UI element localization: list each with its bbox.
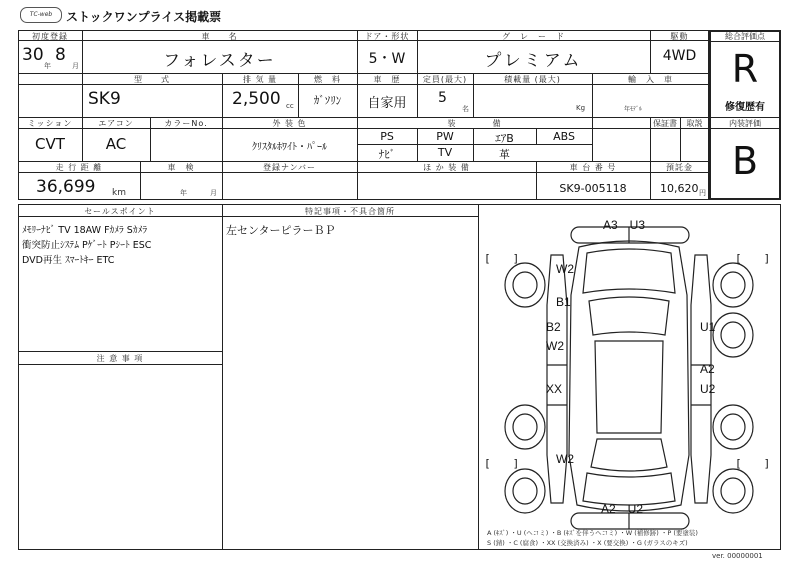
sales-point-2: 衝突防止ｼｽﾃﾑ Pｹﾞｰﾄ Pｼｰﾄ ESC <box>22 240 152 251</box>
color-no-label: カラーNo. <box>164 119 208 128</box>
displacement-label: 排 気 量 <box>242 75 278 84</box>
fuel-label: 燃 料 <box>314 75 341 84</box>
car-name: フォレスター <box>163 51 276 71</box>
equip-abs: ABS <box>553 130 575 143</box>
bracket-front-right: [ ] <box>735 252 771 265</box>
inspection-year-unit: 年 <box>180 189 187 197</box>
sales-point-3: DVD再生 ｽﾏｰﾄｷｰ ETC <box>22 255 115 266</box>
kg-unit: Kg <box>576 104 586 112</box>
interior-score: B <box>731 139 759 183</box>
overall-score-label: 総合評価点 <box>725 32 765 41</box>
car-name-label: 車 名 <box>201 32 238 41</box>
overall-score: R <box>731 47 759 91</box>
code-u2-right: U2 <box>700 382 716 396</box>
capacity: 5 <box>438 90 447 106</box>
code-w2-rear: W2 <box>556 452 574 466</box>
door-type: 5・W <box>368 51 406 67</box>
code-a2-right: A2 <box>700 362 715 376</box>
notes-label: 特記事項・不具合箇所 <box>305 207 395 216</box>
equip-airbag: ｴｱB <box>495 132 514 145</box>
code-w2-front: W2 <box>556 262 574 276</box>
equip-leather: 革 <box>499 148 510 161</box>
notes-text: 左センターピラーＢＰ <box>226 224 336 237</box>
aircon-label: エアコン <box>98 119 134 128</box>
interior-score-label: 内装評価 <box>729 119 761 128</box>
model-label: 型 式 <box>134 75 170 84</box>
capacity-label: 定員(最大) <box>422 75 468 84</box>
price-label: 預託金 <box>666 163 693 172</box>
bracket-front-left: [ ] <box>484 252 520 265</box>
equip-pw: PW <box>436 130 454 143</box>
fuel: ｶﾞｿﾘﾝ <box>313 94 342 107</box>
equipment-label: 装 備 <box>447 119 502 128</box>
warranty-label: 保証書 <box>653 119 677 128</box>
exterior-color: ｸﾘｽﾀﾙﾎﾜｲﾄ・ﾊﾟｰﾙ <box>252 142 327 153</box>
reg-month: 8 <box>55 45 66 65</box>
mission-label: ミッション <box>27 119 73 128</box>
code-xx: XX <box>546 382 563 396</box>
inspection-month-unit: 月 <box>210 189 217 197</box>
import-model-unit: 年ﾓﾃﾞﾙ <box>624 106 643 113</box>
aircon: AC <box>105 135 127 153</box>
mileage-label: 走 行 距 離 <box>55 163 103 172</box>
code-b1: B1 <box>556 295 571 309</box>
grade: プレミアム <box>484 51 583 71</box>
drive-label: 駆動 <box>670 32 689 41</box>
bracket-rear-left: [ ] <box>484 457 520 470</box>
sheet-title: ストックワンプライス掲載票 <box>66 10 222 24</box>
persons-unit: 名 <box>462 105 469 113</box>
equip-ps: PS <box>380 130 394 143</box>
inspection-label: 車 検 <box>167 163 195 172</box>
km-unit: km <box>112 188 126 198</box>
history-label: 車 歴 <box>373 75 401 84</box>
mission: CVT <box>35 135 65 153</box>
sales-points-label: セールスポイント <box>84 207 156 216</box>
displacement: 2,500 <box>232 89 281 109</box>
caution-label: 注 意 事 項 <box>96 354 144 363</box>
grade-label: グ レ ー ド <box>502 32 565 41</box>
code-w2-center: W2 <box>546 339 564 353</box>
price: 10,620 <box>660 182 699 195</box>
code-b2: B2 <box>546 320 561 334</box>
import-label: 輸 入 車 <box>628 75 673 84</box>
year-unit: 年 <box>44 62 51 70</box>
cc-unit: cc <box>286 102 294 110</box>
month-unit: 月 <box>72 62 79 70</box>
legend-line-1: A (ｷｽﾞ) ・U (ヘコミ) ・B (ｷｽﾞを伴うヘコミ) ・W (補修跡) ・P (要塗装) <box>487 529 698 537</box>
tc-web-logo: TC-web <box>20 7 62 23</box>
chassis-no: SK9-005118 <box>559 182 627 195</box>
exterior-color-label: 外 装 色 <box>272 119 307 128</box>
sales-point-1: ﾒﾓﾘｰﾅﾋﾞ TV 18AW Fｶﾒﾗ Sｶﾒﾗ <box>22 225 148 236</box>
door-type-label: ドア・形状 <box>364 32 410 41</box>
repair-history: 修復歴有 <box>725 102 765 113</box>
reg-number-label: 登録ナンバー <box>262 163 317 172</box>
model: SK9 <box>88 89 121 109</box>
reg-year: 30 <box>22 45 44 65</box>
legend-line-2: S (錆) ・C (腐食) ・XX (交換済み) ・X (要交換) ・G (ガラスのキズ) <box>487 539 688 547</box>
history: 自家用 <box>367 96 407 111</box>
code-front-top: A3 U3 <box>603 218 646 232</box>
code-u1: U1 <box>700 320 716 334</box>
equip-navi: ﾅﾋﾞ <box>378 148 396 161</box>
equip-tv: TV <box>437 146 453 159</box>
code-rear-bottom: A2 U2 <box>601 502 644 516</box>
chassis-no-label: 車 台 番 号 <box>569 163 617 172</box>
version: ver. 00000001 <box>712 552 763 560</box>
first-reg-label: 初度登録 <box>32 32 68 41</box>
manual-label: 取説 <box>686 119 703 128</box>
load-label: 積載量 (最大) <box>504 75 561 84</box>
mileage: 36,699 <box>36 177 96 197</box>
bracket-rear-right: [ ] <box>735 457 771 470</box>
yen-unit: 円 <box>699 189 706 197</box>
drive: 4WD <box>662 48 697 64</box>
other-equip-label: ほ か 装 備 <box>423 163 470 172</box>
